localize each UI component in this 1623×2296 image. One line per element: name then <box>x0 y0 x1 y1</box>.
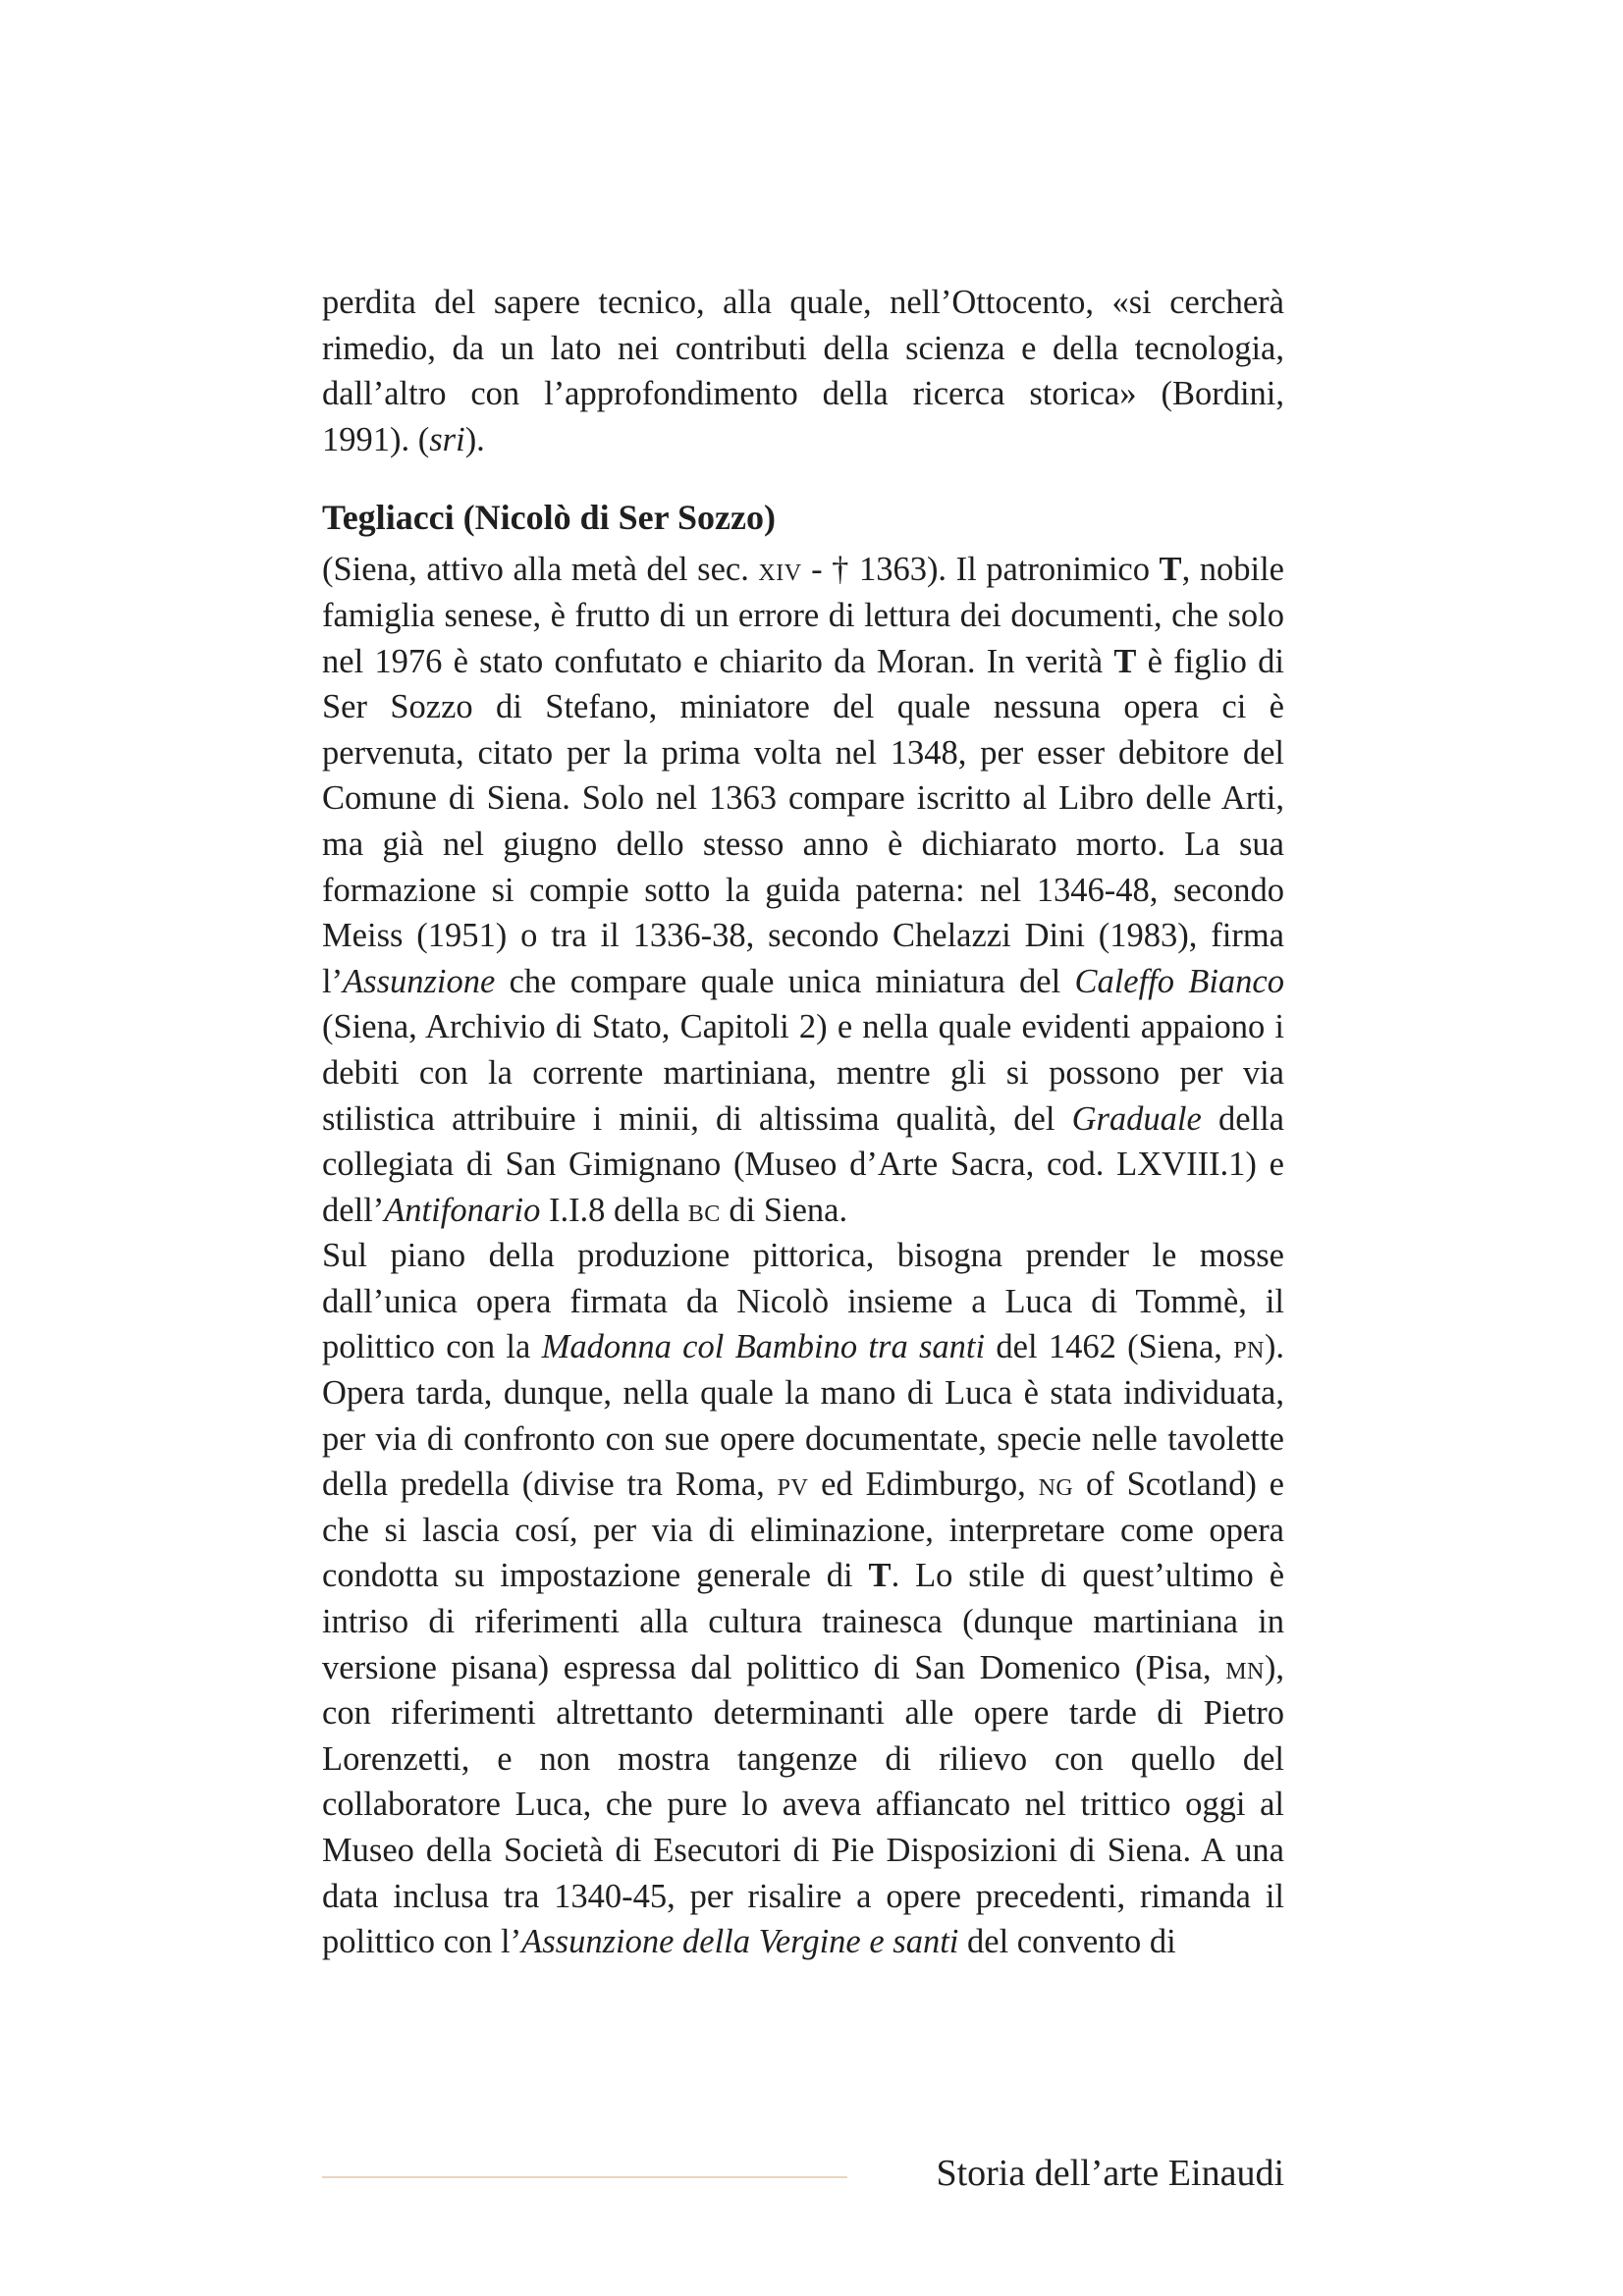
entry-title: Tegliacci (Nicolò di Ser Sozzo) <box>322 498 776 538</box>
text-column <box>322 280 1284 1965</box>
author-initials: sri <box>429 420 465 458</box>
page-body <box>322 280 1284 1965</box>
entry-paragraph-1: (Siena, attivo alla metà del sec. xiv - † 1363). Il patronimico T, nobile famiglia senese, è frutto di un errore di lettura dei documenti, che solo nel 1976 è stato confutato e chiarito da Moran. In verità T è figlio di Ser Sozzo di Stefano, miniatore del quale nessuna opera ci è pervenuta, citato per la prima volta nel 1348, per esser debitore del Comune di Siena. Solo nel 1363 compare iscritto al Libro delle Arti, ma già nel giugno dello stesso anno è dichiarato morto. La sua formazione si compie sotto la guida paterna: nel 1346-48, secondo Meiss (1951) o tra il 1336-38, secondo Chelazzi Dini (1983), firma l’Assunzione che compare quale unica miniatura del Caleffo Bianco (Siena, Archivio di Stato, Capitoli 2) e nella quale evidenti appaiono i debiti con la corrente martiniana, mentre gli si possono per via stilistica attribuire i minii, di altissima qualità, del Graduale della collegiata di San Gimignano (Museo d’Arte Sacra, cod. LXVIII.1) e dell’Antifonario I.I.8 della bc di Siena. <box>322 551 1284 1229</box>
entry-paragraph-2: Sul piano della produzione pittorica, bisogna prender le mosse dall’unica opera firmata da Nicolò insieme a Luca di Tommè, il polittico con la Madonna col Bambino tra santi del 1462 (Siena, pn). Opera tarda, dunque, nella quale la mano di Luca è stata individuata, per via di confronto con sue opere documentate, specie nelle tavolette della predella (divise tra Roma, pv ed Edimburgo, ng of Scotland) e che si lascia cosí, per via di eliminazione, interpretare come opera condotta su impostazione generale di T. Lo stile di quest’ultimo è intriso di riferimenti alla cultura trainesca (dunque martiniana in versione pisana) espressa dal polittico di San Domenico (Pisa, mn), con riferimenti altrettanto determinanti alle opere tarde di Pietro Lorenzetti, e non mostra tangenze di rilievo con quello del collaboratore Luca, che pure lo aveva affiancato nel trittico oggi al Museo della Società di Esecutori di Pie Disposizioni di Siena. A una data inclusa tra 1340-45, per risalire a opere precedenti, rimanda il polittico con l’Assunzione della Vergine e santi del convento di <box>322 1237 1285 1961</box>
intro-paragraph: perdita del sapere tecnico, alla quale, nell’Ottocento, «si cercherà rimedio, da un lato nei contributi della scienza e della tecnologia, dall’altro con l’approfondimento della ricerca storica» (Bordini, 1991). (sri). <box>322 284 1284 458</box>
footer-publication: Storia dell’arte Einaudi <box>936 2153 1284 2194</box>
footer-divider <box>322 2176 847 2178</box>
intro-text: perdita del sapere tecnico, alla quale, nell’Ottocento, «si cercherà rimedio, da un lato nei contributi della scienza e della tecnologia, dall’altro con l’approfondimento della ricerca storica» (Bordini, 1991). <box>322 284 1284 458</box>
